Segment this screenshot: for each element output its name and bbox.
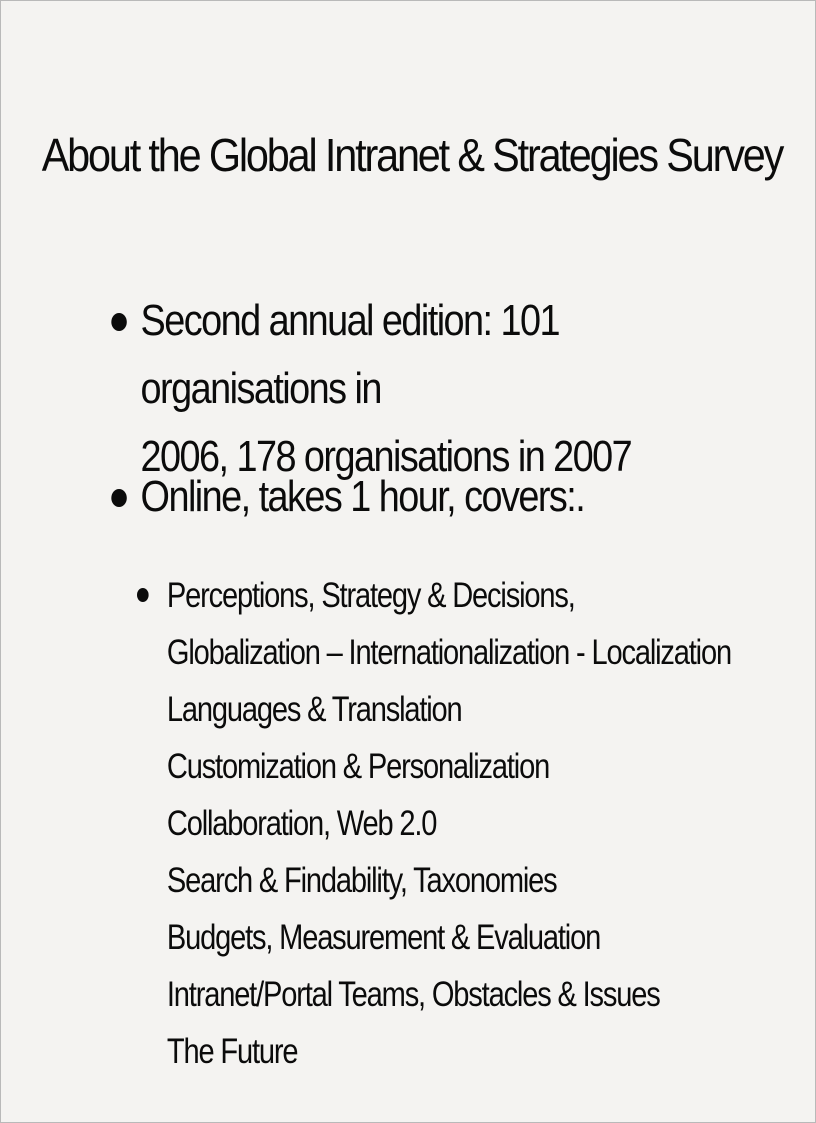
bullet-item-edition — [101, 287, 651, 491]
topic-line: Customization & Personalization — [166, 747, 550, 786]
topic-line: Languages & Translation — [166, 690, 462, 729]
topic-line: Budgets, Measurement & Evaluation — [166, 918, 601, 957]
topic-line: Intranet/Portal Teams, Obstacles & Issues — [166, 975, 660, 1014]
topic-line: Collaboration, Web 2.0 — [166, 804, 437, 843]
bullet-text-line-1: Second annual edition: 101 organisations in — [140, 296, 559, 413]
topic-line: Perceptions, Strategy & Decisions, — [166, 576, 575, 615]
bullet-icon — [111, 489, 126, 507]
sub-bullet-lines — [166, 567, 731, 1080]
slide-title: About the Global Intranet & Strategies Survey — [41, 129, 783, 181]
bullet-text-line-2: 2006, 178 organisations in 2007 — [140, 432, 632, 481]
bullet-text-line-1: Online, takes 1 hour, covers:. — [140, 472, 585, 521]
bullet-icon — [111, 313, 126, 331]
topic-line: Globalization – Internationalization - Localization — [166, 633, 731, 672]
topic-line: Search & Findability, Taxonomies — [166, 861, 557, 900]
sub-bullet-topics — [137, 567, 731, 1080]
sub-bullet-icon — [137, 588, 149, 602]
topic-line: The Future — [166, 1032, 298, 1071]
bullet-item-online — [101, 463, 651, 531]
